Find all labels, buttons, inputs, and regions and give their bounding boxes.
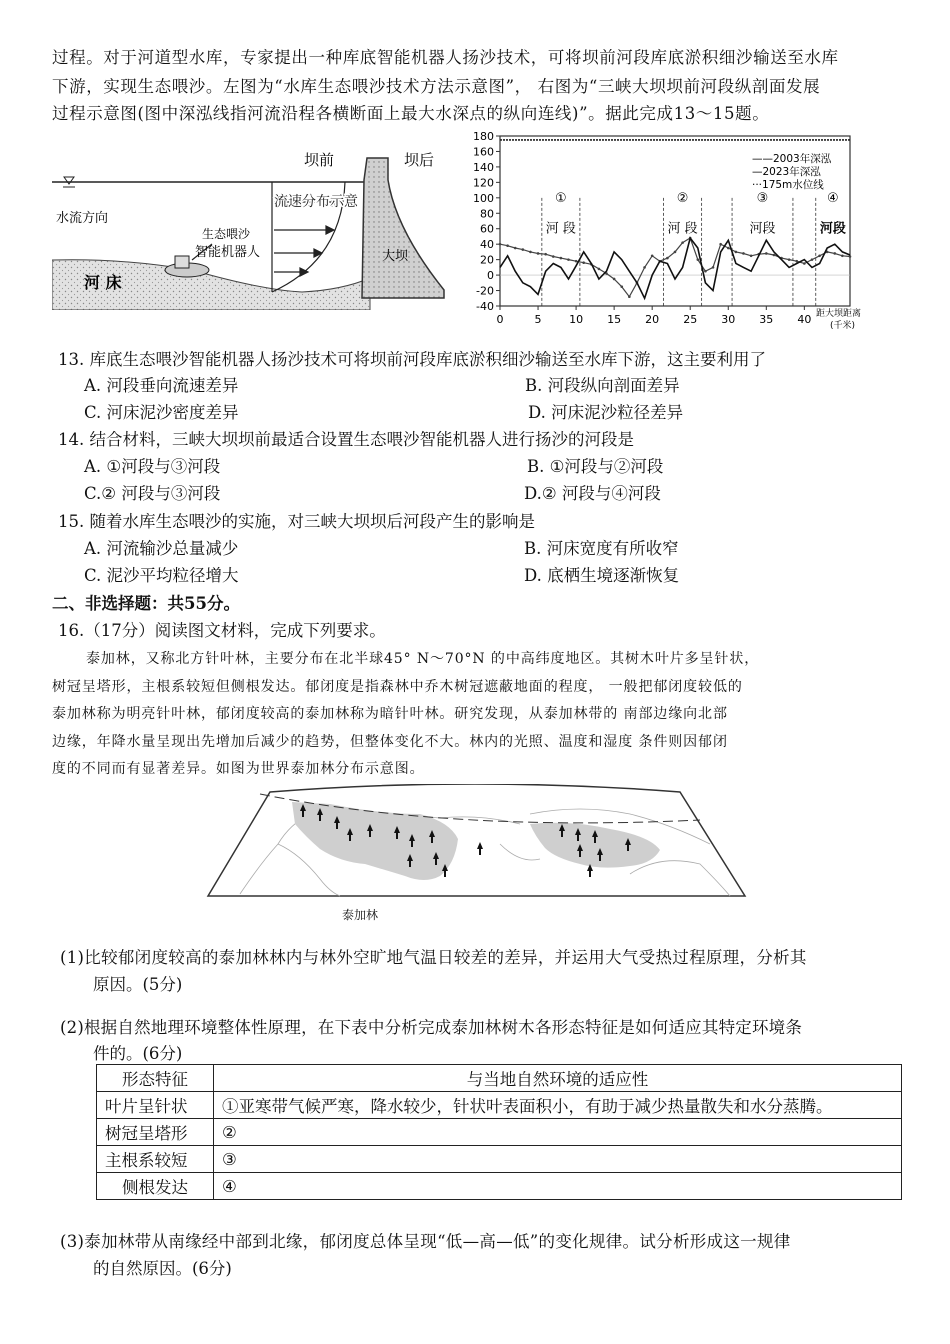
table-row: [97, 1173, 902, 1200]
series-point: [628, 295, 631, 298]
x-tick-label: 35: [759, 313, 774, 326]
series-point: [849, 255, 852, 258]
segment-marker: ②: [676, 190, 689, 206]
table-header-row: [97, 1065, 902, 1092]
q16-sub2-line2: 件的。(6分): [93, 1044, 183, 1063]
table-cell-feature: 侧根发达: [97, 1173, 214, 1200]
q13-option-c: C. 河床泥沙密度差异: [84, 403, 239, 422]
series-point: [506, 244, 509, 247]
series-point: [788, 258, 791, 261]
series-point: [499, 243, 502, 246]
passage-line-4: 边缘，年降水量呈现出先增加后减少的趋势，但整体变化不大。林内的光照、温度和湿度 条件则因郁闭: [52, 733, 728, 750]
table-cell-feature: 树冠呈塔形: [97, 1119, 214, 1146]
table-row: [97, 1146, 902, 1173]
q16-sub1-line2: 原因。(5分): [93, 975, 183, 994]
passage-line-5: 度的不同而有显著差异。如图为世界泰加林分布示意图。: [52, 761, 425, 777]
y-tick-label: 20: [480, 253, 494, 267]
series-point: [773, 254, 776, 257]
series-point: [613, 278, 616, 281]
series-point: [674, 251, 677, 254]
series-point: [582, 261, 585, 264]
intro-line-3: 过程示意图(图中深泓线指河流沿程各横断面上最大水深点的纵向连线)”。据此完成13～15题。: [52, 104, 770, 123]
table-header-feature: 形态特征: [97, 1065, 214, 1092]
water-level-symbol: [64, 177, 74, 184]
y-tick-label: 140: [473, 160, 494, 174]
q13-option-b: B. 河段纵向剖面差异: [525, 376, 680, 395]
y-tick-label: 0: [487, 269, 494, 283]
y-tick-label: 120: [473, 176, 494, 190]
series-point: [529, 251, 532, 254]
q14-stem: 14. 结合材料，三峡大坝坝前最适合设置生态喂沙智能机器人进行扬沙的河段是: [58, 430, 634, 449]
q16-sub3-line2: 的自然原因。(6分): [93, 1259, 232, 1278]
x-tick-label: 30: [721, 313, 736, 326]
legend-entry: ···175m水位线: [752, 179, 824, 191]
series-point: [811, 258, 814, 261]
x-tick-label: 0: [496, 313, 504, 326]
series-point: [544, 253, 547, 256]
series-point: [727, 247, 730, 250]
label-velocity: 流速分布示意: [274, 194, 358, 210]
series-point: [514, 247, 517, 250]
q14-option-d: D.② 河段与④河段: [524, 484, 661, 503]
x-tick-label: 40: [797, 313, 812, 326]
segment-label: 河段: [819, 221, 846, 237]
x-tick-label: 20: [645, 313, 660, 326]
series-point: [651, 254, 654, 257]
q15-option-b: B. 河床宽度有所收窄: [524, 539, 679, 558]
segment-marker: ③: [756, 190, 769, 206]
table-cell-feature: 主根系较短: [97, 1146, 214, 1173]
series-point: [560, 257, 563, 260]
segment-label: 河 段: [545, 221, 576, 237]
series-point: [765, 252, 768, 255]
segment-label: 河 段: [667, 221, 698, 237]
y-tick-label: 40: [480, 238, 494, 252]
passage-line-3: 泰加林称为明亮针叶林，郁闭度较高的泰加林称为暗针叶林。研究发现，从泰加林带的 南部边缘向北部: [52, 706, 728, 722]
series-point: [567, 258, 570, 261]
x-tick-label: 15: [607, 313, 622, 326]
q16-passage: [52, 646, 759, 784]
series-point: [704, 270, 707, 273]
dam: [362, 158, 444, 298]
label-before-dam: 坝前: [304, 151, 335, 169]
series-point: [620, 285, 623, 288]
q16-sub1-line1: (1)比较郁闭度较高的泰加林林内与林外空旷地气温日较差的差异，并运用大气受热过程原理，分析其: [60, 948, 807, 967]
map-legend-label: 泰加林: [342, 908, 379, 922]
series-point: [537, 252, 540, 255]
series-point: [598, 268, 601, 271]
series-line-2: [500, 238, 850, 298]
q15-option-c: C. 泥沙平均粒径增大: [84, 566, 239, 585]
q14-option-b: B. ①河段与②河段: [527, 457, 664, 476]
q13-stem: 13. 库底生态喂沙智能机器人扬沙技术可将坝前河段库底淤积细沙输送至水库下游，这主要利用了: [58, 350, 766, 369]
q14-option-c: C.② 河段与③河段: [84, 484, 221, 503]
q15-option-a: A. 河流输沙总量减少: [84, 539, 239, 558]
series-point: [735, 251, 738, 254]
series-point: [681, 241, 684, 244]
y-tick-label: 80: [480, 207, 494, 221]
y-tick-label: 180: [473, 130, 494, 143]
series-point: [750, 254, 753, 257]
series-point: [719, 243, 722, 246]
q16-sub2-line1: (2)根据自然地理环境整体性原理，在下表中分析完成泰加林树木各形态特征是如何适应其特定环境条: [60, 1018, 803, 1037]
y-tick-label: 60: [480, 222, 494, 236]
y-tick-label: -20: [476, 284, 494, 298]
series-point: [818, 254, 821, 257]
intro-line-2: 下游，实现生态喂沙。左图为“水库生态喂沙技术方法示意图”， 右图为“三峡大坝坝前河段纵剖面发展: [52, 77, 821, 96]
series-point: [742, 252, 745, 255]
table-cell-adaptation[interactable]: ③: [214, 1146, 902, 1173]
x-tick-label: 10: [569, 313, 584, 326]
table-cell-adaptation: ①亚寒带气候严寒，降水较少，针状叶表面积小，有助于减少热量散失和水分蒸腾。: [214, 1092, 902, 1119]
segment-marker: ④: [827, 190, 839, 206]
q14-option-a: A. ①河段与③河段: [84, 457, 221, 476]
adaptation-table: [96, 1064, 902, 1200]
table-header-adaptation: 与当地自然环境的适应性: [214, 1065, 902, 1092]
taiga-distribution-map: [200, 784, 750, 902]
section-2-heading: 二、非选择题：共55分。: [52, 594, 240, 613]
series-point: [643, 266, 646, 269]
intro-line-1: 过程。对于河道型水库，专家提出一种库底智能机器人扬沙技术，可将坝前河段库底淤积细沙输送至水库: [52, 48, 839, 67]
series-point: [803, 262, 806, 265]
x-tick-label: 25: [683, 313, 698, 326]
y-tick-label: 160: [473, 145, 494, 159]
table-cell-adaptation[interactable]: ②: [214, 1119, 902, 1146]
legend-entry: ——2003年深泓: [752, 153, 832, 165]
q16-sub3-line1: (3)泰加林带从南缘经中部到北缘，郁闭度总体呈现“低—高—低”的变化规律。试分析形成这一规律: [60, 1232, 791, 1251]
series-point: [795, 260, 798, 263]
x-axis-unit: (千米): [830, 321, 856, 331]
y-tick-label: -40: [476, 300, 494, 313]
label-flow-direction: 水流方向: [56, 211, 109, 226]
table-row: [97, 1092, 902, 1119]
label-riverbed: 河 床: [84, 273, 122, 292]
series-point: [697, 258, 700, 261]
y-tick-label: 100: [473, 191, 494, 205]
longitudinal-profile-chart: [460, 128, 870, 333]
label-robot-line2: 智能机器人: [195, 245, 261, 260]
q15-option-d: D. 底栖生境逐渐恢复: [524, 566, 680, 585]
segment-marker: ①: [555, 190, 567, 206]
q13-option-d: D. 河床泥沙粒径差异: [528, 403, 684, 422]
label-after-dam: 坝后: [404, 151, 435, 169]
series-point: [666, 257, 669, 260]
table-row: [97, 1119, 902, 1146]
series-point: [712, 266, 715, 269]
series-point: [841, 254, 844, 257]
q13-option-a: A. 河段垂向流速差异: [84, 376, 239, 395]
series-point: [833, 252, 836, 255]
x-tick-label: 5: [534, 313, 542, 326]
table-cell-adaptation[interactable]: ④: [214, 1173, 902, 1200]
passage-line-1: 泰加林，又称北方针叶林，主要分布在北半球45° N～70°N 的中高纬度地区。其树木叶片多呈针状，: [86, 651, 760, 667]
series-point: [575, 260, 578, 263]
table-cell-feature: 叶片呈针状: [97, 1092, 214, 1119]
passage-line-2: 树冠呈塔形，主根系较短但侧根发达。郁闭度是指森林中乔木树冠遮蔽地面的程度， 一般把郁闭度较低的: [52, 678, 743, 695]
legend-entry: —2023年深泓: [752, 166, 821, 178]
label-robot-line1: 生态喂沙: [202, 227, 251, 241]
x-axis-label: 距大坝距离: [816, 309, 862, 319]
segment-label: 河段: [749, 221, 776, 237]
series-point: [522, 248, 525, 251]
series-point: [552, 255, 555, 258]
q15-stem: 15. 随着水库生态喂沙的实施，对三峡大坝坝后河段产生的影响是: [58, 512, 535, 531]
q16-stem: 16.（17分）阅读图文材料，完成下列要求。: [58, 621, 386, 640]
sediment-feeding-diagram: [52, 140, 447, 310]
map-frame: [208, 784, 745, 896]
label-dam: 大坝: [382, 249, 409, 264]
series-line-1: [500, 238, 850, 297]
